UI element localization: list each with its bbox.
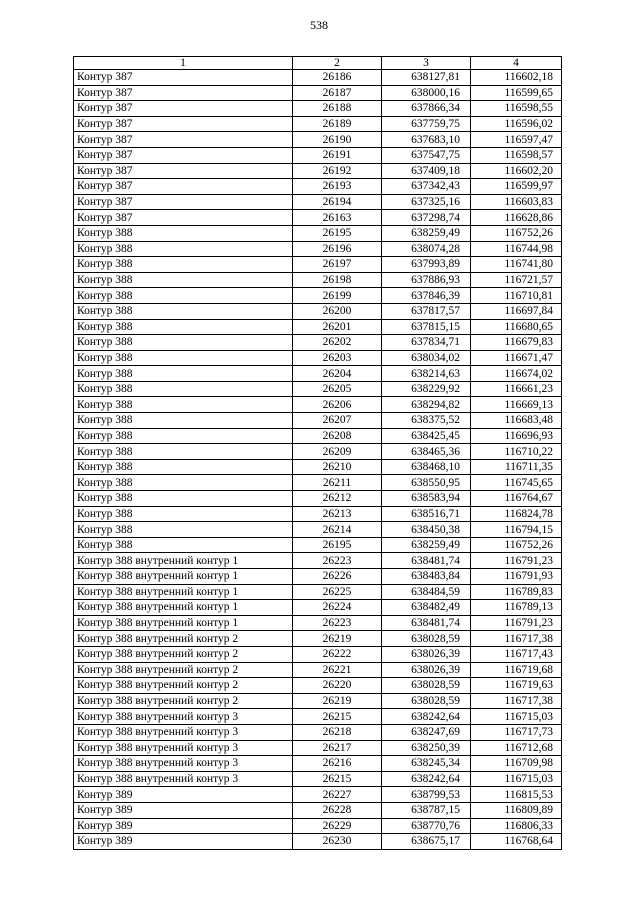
table-row [74, 366, 562, 382]
contour-name-cell: Контур 388 внутренний контур 3 [74, 709, 293, 725]
contour-name-cell: Контур 388 внутренний контур 1 [74, 600, 293, 616]
contour-name-cell: Контур 388 [74, 522, 293, 538]
y-coordinate-cell: 116602,20 [471, 163, 562, 179]
y-coordinate-cell: 116696,93 [471, 428, 562, 444]
x-coordinate-cell: 638481,74 [382, 553, 471, 569]
x-coordinate-cell: 638516,71 [382, 506, 471, 522]
table-row [74, 506, 562, 522]
table-row [74, 163, 562, 179]
y-coordinate-cell: 116603,83 [471, 194, 562, 210]
x-coordinate-cell: 638259,49 [382, 537, 471, 553]
x-coordinate-cell: 638583,94 [382, 491, 471, 507]
contour-name-cell: Контур 388 внутренний контур 3 [74, 771, 293, 787]
column-header-3: 3 [382, 57, 471, 70]
x-coordinate-cell: 638787,15 [382, 802, 471, 818]
y-coordinate-cell: 116628,86 [471, 210, 562, 226]
point-number-cell: 26213 [293, 506, 382, 522]
contour-name-cell: Контур 388 внутренний контур 2 [74, 678, 293, 694]
contour-name-cell: Контур 388 внутренний контур 1 [74, 615, 293, 631]
x-coordinate-cell: 637815,15 [382, 319, 471, 335]
table-row [74, 85, 562, 101]
x-coordinate-cell: 638375,52 [382, 413, 471, 429]
point-number-cell: 26217 [293, 740, 382, 756]
point-number-cell: 26204 [293, 366, 382, 382]
point-number-cell: 26163 [293, 210, 382, 226]
x-coordinate-cell: 637886,93 [382, 272, 471, 288]
column-header-1: 1 [74, 57, 293, 70]
table-row [74, 600, 562, 616]
x-coordinate-cell: 638028,59 [382, 678, 471, 694]
table-row [74, 475, 562, 491]
table-row [74, 646, 562, 662]
contour-name-cell: Контур 388 [74, 459, 293, 475]
point-number-cell: 26229 [293, 818, 382, 834]
x-coordinate-cell: 638675,17 [382, 834, 471, 850]
contour-name-cell: Контур 387 [74, 194, 293, 210]
y-coordinate-cell: 116791,23 [471, 553, 562, 569]
y-coordinate-cell: 116709,98 [471, 756, 562, 772]
point-number-cell: 26228 [293, 802, 382, 818]
x-coordinate-cell: 638074,28 [382, 241, 471, 257]
point-number-cell: 26191 [293, 147, 382, 163]
contour-name-cell: Контур 388 внутренний контур 2 [74, 662, 293, 678]
point-number-cell: 26216 [293, 756, 382, 772]
x-coordinate-cell: 638034,02 [382, 350, 471, 366]
y-coordinate-cell: 116744,98 [471, 241, 562, 257]
contour-name-cell: Контур 387 [74, 70, 293, 86]
y-coordinate-cell: 116680,65 [471, 319, 562, 335]
contour-name-cell: Контур 389 [74, 787, 293, 803]
contour-name-cell: Контур 389 [74, 834, 293, 850]
table-row [74, 194, 562, 210]
point-number-cell: 26220 [293, 678, 382, 694]
x-coordinate-cell: 638770,76 [382, 818, 471, 834]
point-number-cell: 26195 [293, 225, 382, 241]
contour-name-cell: Контур 388 [74, 381, 293, 397]
y-coordinate-cell: 116599,65 [471, 85, 562, 101]
point-number-cell: 26219 [293, 693, 382, 709]
table-row [74, 397, 562, 413]
contour-name-cell: Контур 388 [74, 506, 293, 522]
contour-name-cell: Контур 387 [74, 210, 293, 226]
point-number-cell: 26187 [293, 85, 382, 101]
column-header-2: 2 [293, 57, 382, 70]
point-number-cell: 26211 [293, 475, 382, 491]
table-row [74, 303, 562, 319]
x-coordinate-cell: 638242,64 [382, 771, 471, 787]
table-row [74, 147, 562, 163]
contour-name-cell: Контур 387 [74, 101, 293, 117]
point-number-cell: 26198 [293, 272, 382, 288]
y-coordinate-cell: 116719,68 [471, 662, 562, 678]
y-coordinate-cell: 116717,38 [471, 631, 562, 647]
coordinates-table [73, 56, 562, 850]
contour-name-cell: Контур 387 [74, 147, 293, 163]
point-number-cell: 26189 [293, 116, 382, 132]
y-coordinate-cell: 116768,64 [471, 834, 562, 850]
x-coordinate-cell: 637409,18 [382, 163, 471, 179]
table-row [74, 709, 562, 725]
table-row [74, 756, 562, 772]
table-row [74, 787, 562, 803]
table-row [74, 834, 562, 850]
y-coordinate-cell: 116671,47 [471, 350, 562, 366]
table-row [74, 70, 562, 86]
contour-name-cell: Контур 388 внутренний контур 1 [74, 553, 293, 569]
point-number-cell: 26194 [293, 194, 382, 210]
table-row [74, 241, 562, 257]
y-coordinate-cell: 116752,26 [471, 537, 562, 553]
contour-name-cell: Контур 389 [74, 802, 293, 818]
contour-name-cell: Контур 388 [74, 319, 293, 335]
y-coordinate-cell: 116669,13 [471, 397, 562, 413]
y-coordinate-cell: 116794,15 [471, 522, 562, 538]
point-number-cell: 26212 [293, 491, 382, 507]
point-number-cell: 26218 [293, 724, 382, 740]
x-coordinate-cell: 638482,49 [382, 600, 471, 616]
y-coordinate-cell: 116661,23 [471, 381, 562, 397]
page-number: 538 [310, 18, 328, 32]
y-coordinate-cell: 116789,13 [471, 600, 562, 616]
x-coordinate-cell: 638468,10 [382, 459, 471, 475]
contour-name-cell: Контур 388 [74, 335, 293, 351]
y-coordinate-cell: 116815,53 [471, 787, 562, 803]
table-row [74, 335, 562, 351]
table-row [74, 724, 562, 740]
point-number-cell: 26203 [293, 350, 382, 366]
point-number-cell: 26230 [293, 834, 382, 850]
x-coordinate-cell: 637325,16 [382, 194, 471, 210]
column-header-4: 4 [471, 57, 562, 70]
x-coordinate-cell: 637846,39 [382, 288, 471, 304]
y-coordinate-cell: 116741,80 [471, 257, 562, 273]
contour-name-cell: Контур 387 [74, 116, 293, 132]
x-coordinate-cell: 638127,81 [382, 70, 471, 86]
table-row [74, 740, 562, 756]
contour-name-cell: Контур 388 [74, 272, 293, 288]
point-number-cell: 26188 [293, 101, 382, 117]
table-row [74, 428, 562, 444]
table-row [74, 444, 562, 460]
table-row [74, 553, 562, 569]
y-coordinate-cell: 116599,97 [471, 179, 562, 195]
contour-name-cell: Контур 388 [74, 241, 293, 257]
x-coordinate-cell: 638026,39 [382, 662, 471, 678]
x-coordinate-cell: 638259,49 [382, 225, 471, 241]
contour-name-cell: Контур 387 [74, 179, 293, 195]
table-row [74, 678, 562, 694]
point-number-cell: 26223 [293, 553, 382, 569]
point-number-cell: 26201 [293, 319, 382, 335]
y-coordinate-cell: 116721,57 [471, 272, 562, 288]
x-coordinate-cell: 638425,45 [382, 428, 471, 444]
x-coordinate-cell: 638214,63 [382, 366, 471, 382]
contour-name-cell: Контур 387 [74, 132, 293, 148]
table-row [74, 491, 562, 507]
y-coordinate-cell: 116717,73 [471, 724, 562, 740]
y-coordinate-cell: 116764,67 [471, 491, 562, 507]
x-coordinate-cell: 637759,75 [382, 116, 471, 132]
y-coordinate-cell: 116745,65 [471, 475, 562, 491]
contour-name-cell: Контур 388 внутренний контур 2 [74, 631, 293, 647]
y-coordinate-cell: 116598,55 [471, 101, 562, 117]
contour-name-cell: Контур 387 [74, 163, 293, 179]
table-row [74, 615, 562, 631]
table-row [74, 771, 562, 787]
x-coordinate-cell: 638242,64 [382, 709, 471, 725]
x-coordinate-cell: 638026,39 [382, 646, 471, 662]
contour-name-cell: Контур 388 внутренний контур 2 [74, 693, 293, 709]
point-number-cell: 26209 [293, 444, 382, 460]
point-number-cell: 26227 [293, 787, 382, 803]
x-coordinate-cell: 638247,69 [382, 724, 471, 740]
table-row [74, 802, 562, 818]
contour-name-cell: Контур 388 [74, 350, 293, 366]
y-coordinate-cell: 116789,83 [471, 584, 562, 600]
table-row [74, 257, 562, 273]
y-coordinate-cell: 116824,78 [471, 506, 562, 522]
table-row [74, 522, 562, 538]
x-coordinate-cell: 638481,74 [382, 615, 471, 631]
x-coordinate-cell: 637866,34 [382, 101, 471, 117]
table-row [74, 537, 562, 553]
x-coordinate-cell: 637817,57 [382, 303, 471, 319]
table-row [74, 210, 562, 226]
contour-name-cell: Контур 388 внутренний контур 3 [74, 724, 293, 740]
contour-name-cell: Контур 388 внутренний контур 2 [74, 646, 293, 662]
x-coordinate-cell: 638245,34 [382, 756, 471, 772]
point-number-cell: 26186 [293, 70, 382, 86]
y-coordinate-cell: 116683,48 [471, 413, 562, 429]
x-coordinate-cell: 637547,75 [382, 147, 471, 163]
contour-name-cell: Контур 388 внутренний контур 3 [74, 756, 293, 772]
table-row [74, 132, 562, 148]
point-number-cell: 26192 [293, 163, 382, 179]
contour-name-cell: Контур 388 [74, 225, 293, 241]
point-number-cell: 26226 [293, 569, 382, 585]
table-row [74, 662, 562, 678]
y-coordinate-cell: 116602,18 [471, 70, 562, 86]
table-row [74, 381, 562, 397]
table-row [74, 413, 562, 429]
table-row [74, 272, 562, 288]
point-number-cell: 26221 [293, 662, 382, 678]
table-row [74, 319, 562, 335]
point-number-cell: 26205 [293, 381, 382, 397]
x-coordinate-cell: 638550,95 [382, 475, 471, 491]
point-number-cell: 26214 [293, 522, 382, 538]
y-coordinate-cell: 116809,89 [471, 802, 562, 818]
table-header-row [74, 57, 562, 70]
y-coordinate-cell: 116597,47 [471, 132, 562, 148]
point-number-cell: 26219 [293, 631, 382, 647]
y-coordinate-cell: 116596,02 [471, 116, 562, 132]
x-coordinate-cell: 637683,10 [382, 132, 471, 148]
contour-name-cell: Контур 387 [74, 85, 293, 101]
table-row [74, 179, 562, 195]
point-number-cell: 26207 [293, 413, 382, 429]
y-coordinate-cell: 116717,43 [471, 646, 562, 662]
x-coordinate-cell: 638000,16 [382, 85, 471, 101]
contour-name-cell: Контур 388 [74, 475, 293, 491]
y-coordinate-cell: 116806,33 [471, 818, 562, 834]
x-coordinate-cell: 638229,92 [382, 381, 471, 397]
point-number-cell: 26225 [293, 584, 382, 600]
table-row [74, 818, 562, 834]
contour-name-cell: Контур 388 [74, 288, 293, 304]
table-row [74, 225, 562, 241]
x-coordinate-cell: 638250,39 [382, 740, 471, 756]
point-number-cell: 26193 [293, 179, 382, 195]
x-coordinate-cell: 637993,89 [382, 257, 471, 273]
table-row [74, 116, 562, 132]
y-coordinate-cell: 116679,83 [471, 335, 562, 351]
contour-name-cell: Контур 388 [74, 366, 293, 382]
point-number-cell: 26224 [293, 600, 382, 616]
x-coordinate-cell: 638450,38 [382, 522, 471, 538]
y-coordinate-cell: 116719,63 [471, 678, 562, 694]
x-coordinate-cell: 638465,36 [382, 444, 471, 460]
point-number-cell: 26215 [293, 709, 382, 725]
y-coordinate-cell: 116710,22 [471, 444, 562, 460]
contour-name-cell: Контур 388 [74, 491, 293, 507]
point-number-cell: 26195 [293, 537, 382, 553]
y-coordinate-cell: 116791,93 [471, 569, 562, 585]
contour-name-cell: Контур 389 [74, 818, 293, 834]
table-row [74, 693, 562, 709]
x-coordinate-cell: 638028,59 [382, 631, 471, 647]
x-coordinate-cell: 637834,71 [382, 335, 471, 351]
point-number-cell: 26223 [293, 615, 382, 631]
contour-name-cell: Контур 388 [74, 397, 293, 413]
y-coordinate-cell: 116598,57 [471, 147, 562, 163]
y-coordinate-cell: 116715,03 [471, 709, 562, 725]
contour-name-cell: Контур 388 внутренний контур 1 [74, 569, 293, 585]
contour-name-cell: Контур 388 [74, 537, 293, 553]
point-number-cell: 26190 [293, 132, 382, 148]
contour-name-cell: Контур 388 [74, 444, 293, 460]
y-coordinate-cell: 116710,81 [471, 288, 562, 304]
point-number-cell: 26210 [293, 459, 382, 475]
table-row [74, 569, 562, 585]
contour-name-cell: Контур 388 внутренний контур 3 [74, 740, 293, 756]
table-row [74, 350, 562, 366]
contour-name-cell: Контур 388 [74, 303, 293, 319]
y-coordinate-cell: 116711,35 [471, 459, 562, 475]
x-coordinate-cell: 638799,53 [382, 787, 471, 803]
x-coordinate-cell: 637342,43 [382, 179, 471, 195]
y-coordinate-cell: 116717,38 [471, 693, 562, 709]
point-number-cell: 26206 [293, 397, 382, 413]
contour-name-cell: Контур 388 [74, 413, 293, 429]
point-number-cell: 26222 [293, 646, 382, 662]
contour-name-cell: Контур 388 [74, 428, 293, 444]
x-coordinate-cell: 638483,84 [382, 569, 471, 585]
y-coordinate-cell: 116715,03 [471, 771, 562, 787]
point-number-cell: 26215 [293, 771, 382, 787]
contour-name-cell: Контур 388 [74, 257, 293, 273]
table-row [74, 288, 562, 304]
x-coordinate-cell: 638294,82 [382, 397, 471, 413]
y-coordinate-cell: 116712,68 [471, 740, 562, 756]
contour-name-cell: Контур 388 внутренний контур 1 [74, 584, 293, 600]
point-number-cell: 26196 [293, 241, 382, 257]
table-row [74, 631, 562, 647]
y-coordinate-cell: 116674,02 [471, 366, 562, 382]
point-number-cell: 26200 [293, 303, 382, 319]
point-number-cell: 26199 [293, 288, 382, 304]
point-number-cell: 26197 [293, 257, 382, 273]
table-row [74, 459, 562, 475]
x-coordinate-cell: 637298,74 [382, 210, 471, 226]
x-coordinate-cell: 638028,59 [382, 693, 471, 709]
y-coordinate-cell: 116791,23 [471, 615, 562, 631]
y-coordinate-cell: 116752,26 [471, 225, 562, 241]
table-row [74, 101, 562, 117]
x-coordinate-cell: 638484,59 [382, 584, 471, 600]
point-number-cell: 26202 [293, 335, 382, 351]
table-row [74, 584, 562, 600]
y-coordinate-cell: 116697,84 [471, 303, 562, 319]
point-number-cell: 26208 [293, 428, 382, 444]
table-body [74, 70, 562, 850]
